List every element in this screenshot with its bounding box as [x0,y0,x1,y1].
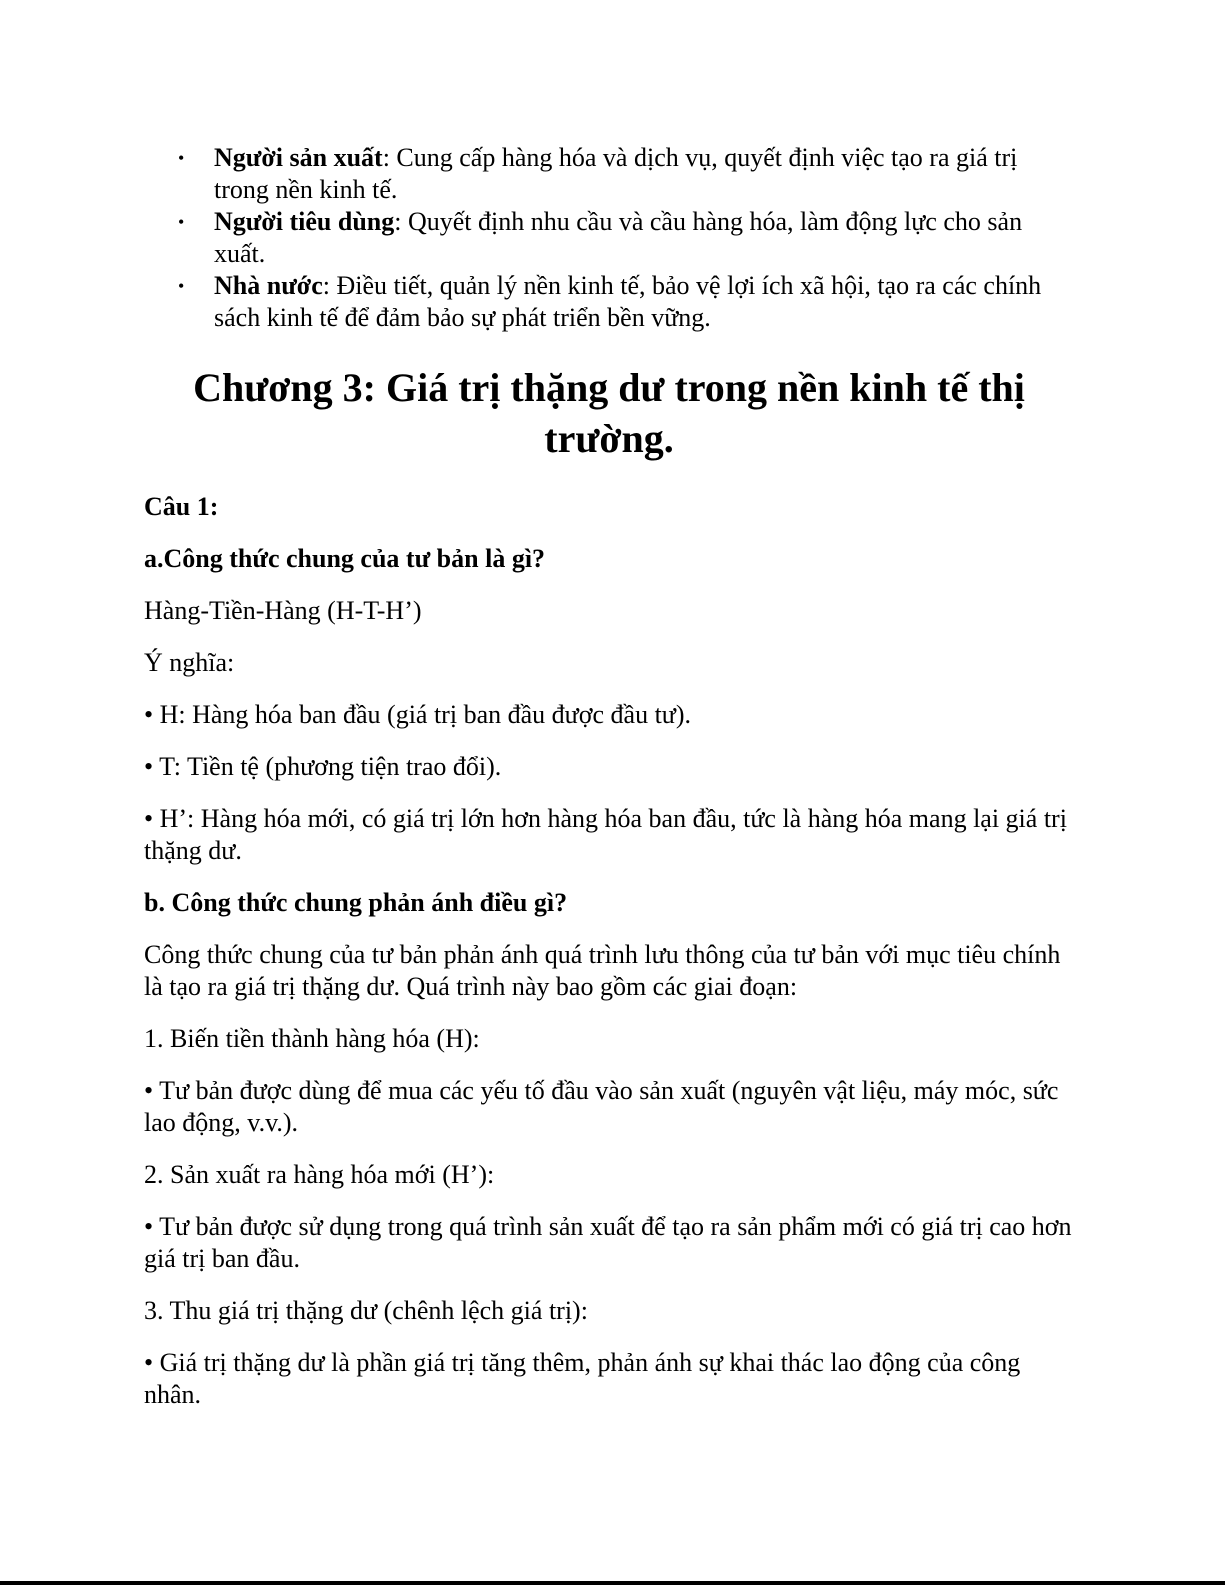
list-item [178,270,1074,334]
page-content [144,142,1074,1411]
page-bottom-border [0,1581,1225,1585]
stage-2-detail: • Tư bản được sử dụng trong quá trình sản xuất để tạo ra sản phẩm mới có giá trị cao hơn giá trị ban đầu. [144,1212,1072,1273]
economic-roles-list [144,142,1074,334]
role-description: : Quyết định nhu cầu và cầu hàng hóa, làm động lực cho sản xuất. [214,207,1023,268]
meaning-label: Ý nghĩa: [144,648,235,677]
role-description: : Cung cấp hàng hóa và dịch vụ, quyết định việc tạo ra giá trị trong nền kinh tế. [214,143,1018,204]
bullet-icon: • [178,212,185,232]
stage-2-title: 2. Sản xuất ra hàng hóa mới (H’): [144,1160,495,1189]
stage-1-detail: • Tư bản được dùng để mua các yếu tố đầu vào sản xuất (nguyên vật liệu, máy móc, sức lao động, v.v.). [144,1076,1059,1137]
question-label: Câu 1: [144,492,219,521]
role-term: Người sản xuất [214,143,383,172]
stage-3-title: 3. Thu giá trị thặng dư (chênh lệch giá trị): [144,1296,588,1325]
bullet-icon: • [178,148,185,168]
role-term: Người tiêu dùng [214,207,395,236]
part-b-heading: b. Công thức chung phản ánh điều gì? [144,888,568,917]
chapter-title: Chương 3: Giá trị thặng dư trong nền kinh tế thị trường. [193,365,1025,461]
formula-text: Hàng-Tiền-Hàng (H-T-H’) [144,596,422,625]
meaning-item-h: • H: Hàng hóa ban đầu (giá trị ban đầu được đầu tư). [144,700,692,729]
stage-1-title: 1. Biến tiền thành hàng hóa (H): [144,1024,480,1053]
role-term: Nhà nước [214,271,323,300]
part-b-intro: Công thức chung của tư bản phản ánh quá trình lưu thông của tư bản với mục tiêu chính là tạo ra giá trị thặng dư. Quá trình này bao gồm các giai đoạn: [144,940,1061,1001]
meaning-item-t: • T: Tiền tệ (phương tiện trao đổi). [144,752,502,781]
role-description: : Điều tiết, quản lý nền kinh tế, bảo vệ lợi ích xã hội, tạo ra các chính sách kinh tế để đảm bảo sự phát triển bền vững. [214,271,1042,332]
list-item [178,142,1074,206]
list-item [178,206,1074,270]
bullet-icon: • [178,276,185,296]
part-a-heading: a.Công thức chung của tư bản là gì? [144,544,546,573]
meaning-item-h-prime: • H’: Hàng hóa mới, có giá trị lớn hơn hàng hóa ban đầu, tức là hàng hóa mang lại giá trị thặng dư. [144,804,1067,865]
stage-3-detail: • Giá trị thặng dư là phần giá trị tăng thêm, phản ánh sự khai thác lao động của công nhân. [144,1348,1021,1409]
